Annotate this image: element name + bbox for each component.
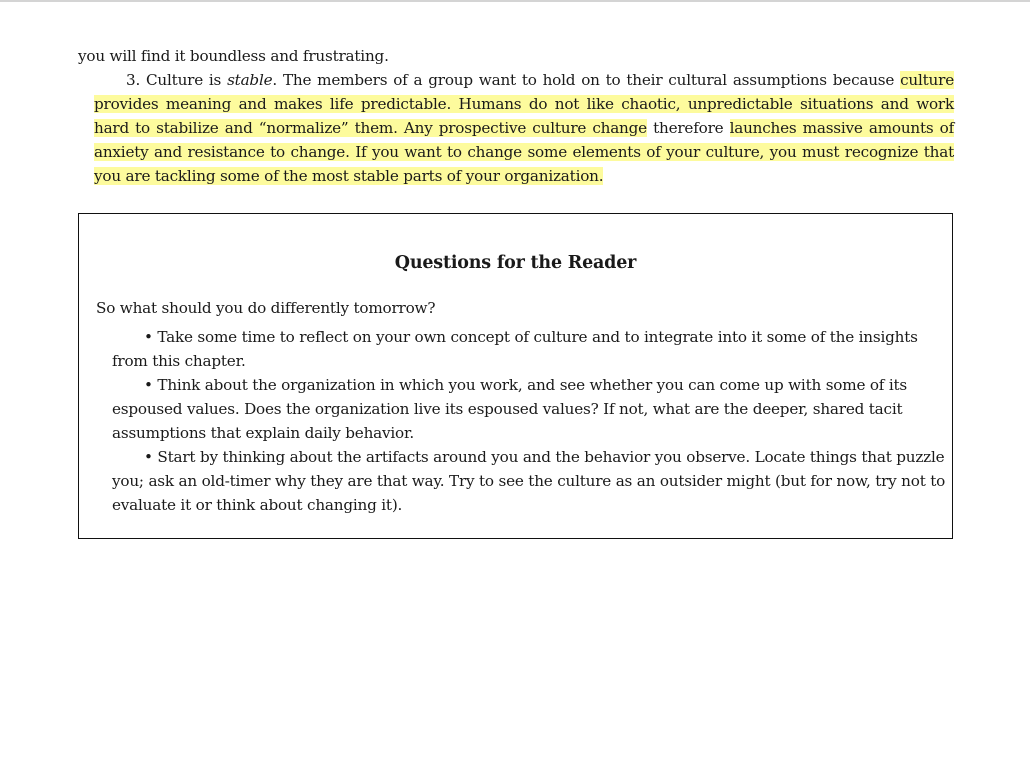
item-sentence: . The members of a group want to hold on to their cultural assumptions because [272,71,901,89]
bullet-symbol: • [144,376,153,394]
item-keyword: stable [227,71,273,89]
unhighlighted-word: therefore [646,119,730,137]
lead-line: you will find it boundless and frustrating. [78,47,389,65]
box-title: Questions for the Reader [394,253,637,273]
highlight-span-1[interactable]: culture provides meaning and makes life predictable. Humans do not like chaotic, unpredictable situations and work hard to stabilize and “normalize” them. Any prospective culture change [94,71,954,137]
bullet-text: Take some time to reflect on your own concept of culture and to integrate into it some of the insights from this chapter. [112,328,918,370]
bullet-list [112,325,950,517]
item-number: 3. [126,71,141,89]
bullet-item [112,373,950,445]
bullet-item [112,445,950,517]
highlight-span-2[interactable]: launches massive amounts of anxiety and resistance to change. If you want to change some elements of your culture, you must recognize that you are tackling some of the most stable parts of your organization. [94,119,955,185]
top-divider [0,0,1030,2]
questions-box [78,213,953,539]
bullet-text: Start by thinking about the artifacts around you and the behavior you observe. Locate things that puzzle you; ask an old-timer why they are that way. Try to see the culture as an outsider might (but for now, try not to evaluate it or think about changing it). [112,448,946,514]
bullet-text: Think about the organization in which you work, and see whether you can come up with some of its espoused values. Does the organization live its espoused values? If not, what are the deeper, shared tacit assumptions that explain daily behavior. [112,376,908,442]
bullet-item [112,325,950,373]
document-page [78,44,954,188]
numbered-paragraph-3[interactable] [78,68,954,188]
item-intro: Culture is [140,71,228,89]
box-lead: So what should you do differently tomorrow? [96,299,436,317]
bullet-symbol: • [144,448,153,466]
bullet-symbol: • [144,328,153,346]
